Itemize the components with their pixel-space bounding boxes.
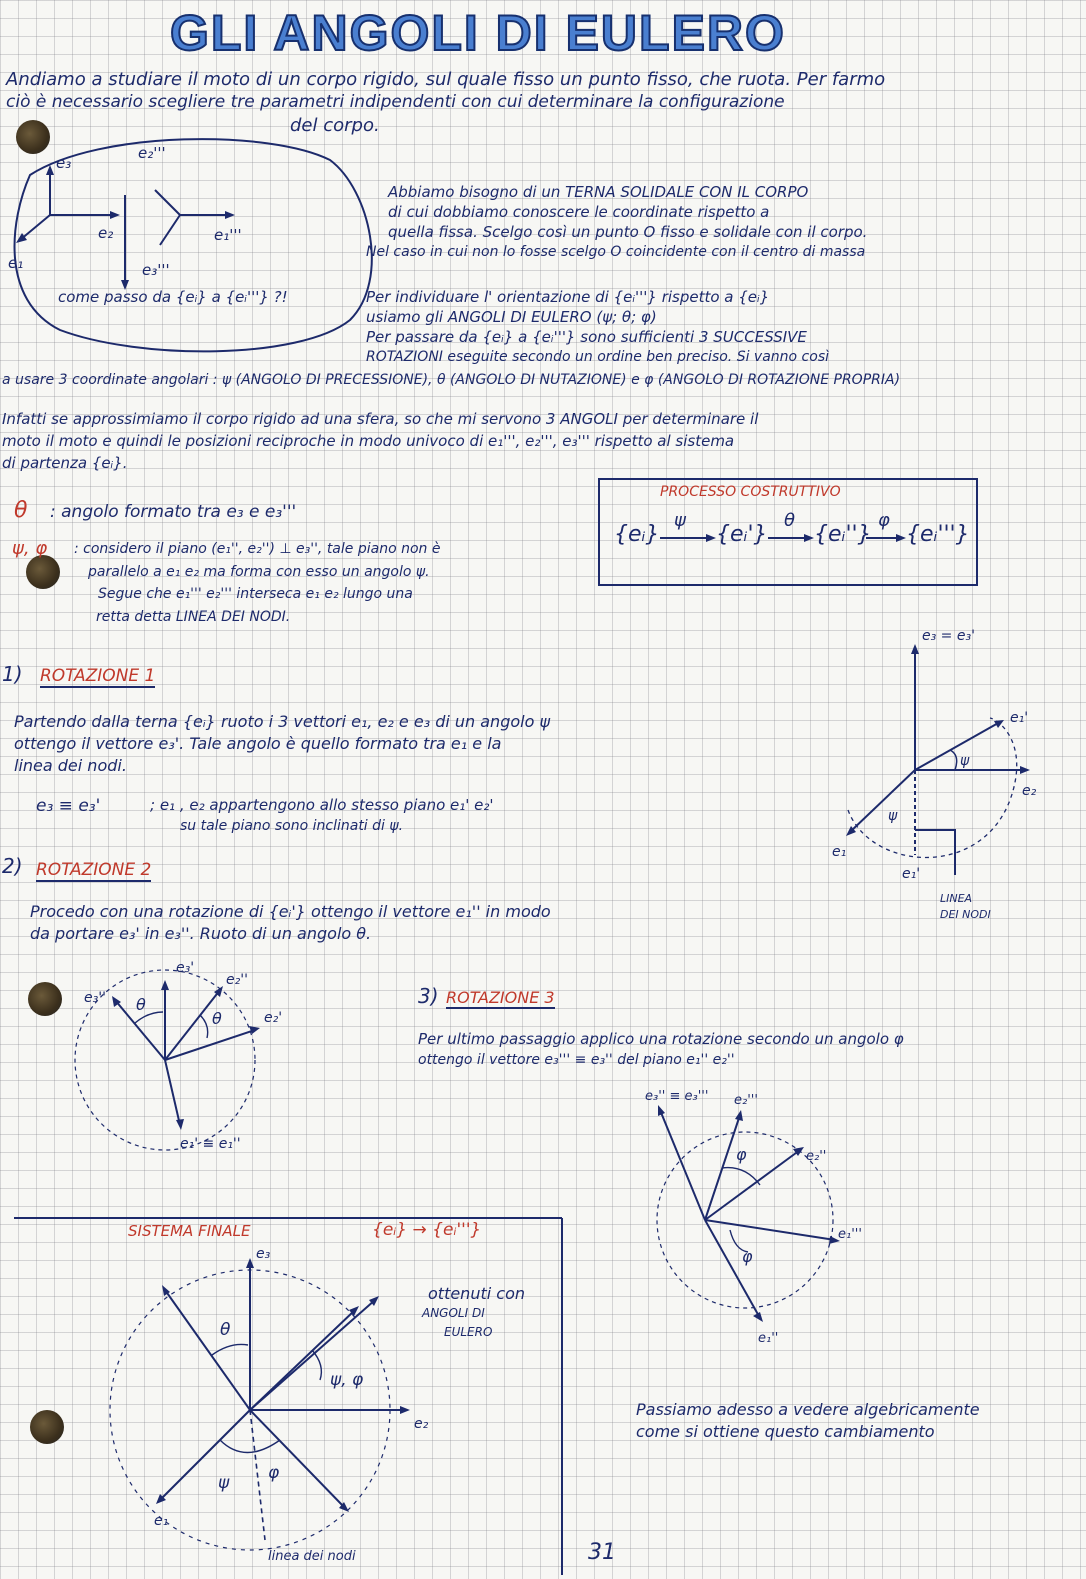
diagram-label: DEI NODI (940, 908, 991, 921)
diagram-label: e₂'' (806, 1149, 827, 1164)
rot3-number: 3) (418, 984, 439, 1008)
diagram-label: e₂' (264, 1010, 283, 1026)
psi-def-1: : considero il piano (e₁'', e₂'') ⊥ e₃'', tale piano non è (74, 541, 441, 557)
infatti-line-1: Infatti se approssimiamo il corpo rigido ad una sfera, so che mi servono 3 ANGOLI per determinare il (2, 410, 759, 428)
final-title: SISTEMA FINALE (128, 1222, 251, 1240)
rot2-number: 2) (2, 854, 23, 878)
rot2-heading: ROTAZIONE 2 (36, 860, 152, 880)
process-step: {eᵢ'} (716, 522, 768, 547)
rot1-eq-1: e₃ ≡ e₃' (36, 796, 101, 816)
page-number: 31 (588, 1540, 616, 1565)
diagram-label: e₁'' (758, 1331, 779, 1346)
rot1-line-1: Partendo dalla terna {eᵢ} ruoto i 3 vettori e₁, e₂ e e₃ di un angolo ψ (14, 712, 551, 731)
diagram-label: e₂ (1022, 783, 1037, 799)
final-note-1: ottenuti con (428, 1284, 525, 1303)
theta-symbol: θ (14, 498, 28, 523)
rot1-line-3: linea dei nodi. (14, 756, 127, 775)
right-para-1: Abbiamo bisogno di un TERNA SOLIDALE CON IL CORPO (388, 183, 809, 201)
diagram-label: ψ (960, 753, 970, 769)
diagram-label: e₃''' (142, 261, 170, 279)
diagram-label: e₂ (414, 1416, 429, 1432)
diagram-label: φ (736, 1145, 747, 1164)
rot1-eq-3: su tale piano sono inclinati di ψ. (180, 818, 404, 834)
right-para-4: Nel caso in cui non lo fosse scelgo O coincidente con il centro di massa (366, 244, 866, 260)
psi-phi-symbol: ψ, φ (12, 538, 48, 559)
diagram-label: θ (136, 995, 146, 1014)
final-title-map: {eᵢ} → {eᵢ'''} (372, 1220, 482, 1240)
process-angle: φ (878, 510, 890, 531)
diagram-label: φ (268, 1463, 280, 1483)
right-para-7: Per passare da {eᵢ} a {eᵢ'''} sono sufficienti 3 SUCCESSIVE (366, 328, 807, 346)
rot1-line-2: ottengo il vettore e₃'. Tale angolo è quello formato tra e₁ e la (14, 734, 502, 753)
right-para-8: ROTAZIONI eseguite secondo un ordine ben preciso. Si vanno così (366, 349, 830, 365)
diagram-label: e₃'' ≡ e₃''' (645, 1089, 709, 1104)
diagram-label: ψ, φ (330, 1370, 364, 1390)
diagram-label: e₂''' (734, 1093, 758, 1108)
rot3-line-1: Per ultimo passaggio applico una rotazione secondo un angolo φ (418, 1030, 904, 1048)
process-angle: θ (784, 510, 796, 531)
diagram-label: e₂'' (226, 972, 248, 988)
diagram-label: e₁ (154, 1513, 169, 1529)
diagram-label: e₂''' (138, 144, 166, 162)
diagram-label: e₁' (902, 866, 921, 882)
diagram-label: e₃' (176, 960, 195, 976)
final-note-2: ANGOLI DI (422, 1306, 485, 1320)
diagram-label: e₃'' (84, 990, 106, 1006)
rot2-line-1: Procedo con una rotazione di {eᵢ'} ottengo il vettore e₁'' in modo (30, 902, 551, 921)
psi-def-3: Segue che e₁''' e₂''' interseca e₁ e₂ lungo una (98, 586, 413, 602)
theta-definition: : angolo formato tra e₃ e e₃''' (50, 502, 297, 522)
page-title: GLI ANGOLI DI EULERO (170, 5, 786, 61)
process-box-title: PROCESSO COSTRUTTIVO (660, 484, 841, 500)
infatti-line-2: moto il moto e quindi le posizioni reciproche in modo univoco di e₁''', e₂''', e₃''' rispetto al sistema (2, 432, 735, 450)
infatti-line-3: di partenza {eᵢ}. (2, 454, 128, 472)
process-angle: ψ (674, 510, 686, 531)
rot3-line-2: ottengo il vettore e₃''' ≡ e₃'' del piano e₁'' e₂'' (418, 1052, 735, 1068)
diagram-label: e₁''' (214, 226, 242, 244)
diagram-label: e₁''' (838, 1227, 862, 1242)
rot1-heading: ROTAZIONE 1 (40, 666, 156, 686)
psi-def-2: parallelo a e₁ e₂ ma forma con esso un angolo ψ. (88, 564, 430, 580)
coords-line: a usare 3 coordinate angolari : ψ (ANGOLO DI PRECESSIONE), θ (ANGOLO DI NUTAZIONE) e φ (ANGOLO DI ROTAZIONE PROPRIA) (2, 372, 901, 388)
rot1-number: 1) (2, 662, 23, 686)
closing-line-1: Passiamo adesso a vedere algebricamente (636, 1400, 980, 1419)
diagram-label: e₃ (256, 1246, 271, 1262)
diagram-label: LINEA (940, 892, 973, 905)
rot2-line-2: da portare e₃' in e₃''. Ruoto di un angolo θ. (30, 924, 372, 943)
diagram-caption: come passo da {eᵢ} a {eᵢ'''} ?! (58, 288, 288, 306)
psi-def-4: retta detta LINEA DEI NODI. (96, 609, 291, 625)
right-para-6: usiamo gli ANGOLI DI EULERO (ψ; θ; φ) (366, 308, 657, 326)
diagram-label: φ (742, 1247, 753, 1266)
process-step: {eᵢ''} (814, 522, 872, 547)
intro-line-2: ciò è necessario scegliere tre parametri indipendenti con cui determinare la configurazione (6, 92, 785, 112)
diagram-label: e₁ (832, 844, 847, 860)
diagram-label: θ (212, 1009, 222, 1028)
final-note-3: EULERO (444, 1325, 493, 1339)
right-para-3: quella fissa. Scelgo così un punto O fisso e solidale con il corpo. (388, 223, 868, 241)
rot1-eq-2: ; e₁ , e₂ appartengono allo stesso piano e₁' e₂' (150, 796, 494, 814)
diagram-label: e₂ (98, 224, 114, 242)
process-step: {eᵢ'''} (906, 522, 970, 547)
diagram-label: ψ (218, 1473, 230, 1493)
right-para-5: Per individuare l' orientazione di {eᵢ'''} rispetto a {eᵢ} (366, 288, 770, 306)
diagram-label: e₃ = e₃' (922, 628, 975, 644)
diagram-label: θ (220, 1320, 231, 1340)
intro-line-1: Andiamo a studiare il moto di un corpo rigido, sul quale fisso un punto fisso, che ruota. Per farmo (6, 69, 886, 90)
intro-line-3: del corpo. (290, 115, 380, 136)
closing-line-2: come si ottiene questo cambiamento (636, 1422, 935, 1441)
rot3-heading: ROTAZIONE 3 (446, 988, 555, 1007)
process-step: {eᵢ} (614, 522, 660, 547)
diagram-label: linea dei nodi (268, 1549, 356, 1564)
diagram-label: e₁ (8, 254, 24, 272)
diagram-label: e₃ (56, 154, 72, 172)
diagram-label: e₁' ≡ e₁'' (180, 1136, 241, 1152)
right-para-2: di cui dobbiamo conoscere le coordinate rispetto a (388, 203, 770, 221)
diagram-label: e₁' (1010, 710, 1029, 726)
diagram-label: ψ (888, 808, 898, 824)
